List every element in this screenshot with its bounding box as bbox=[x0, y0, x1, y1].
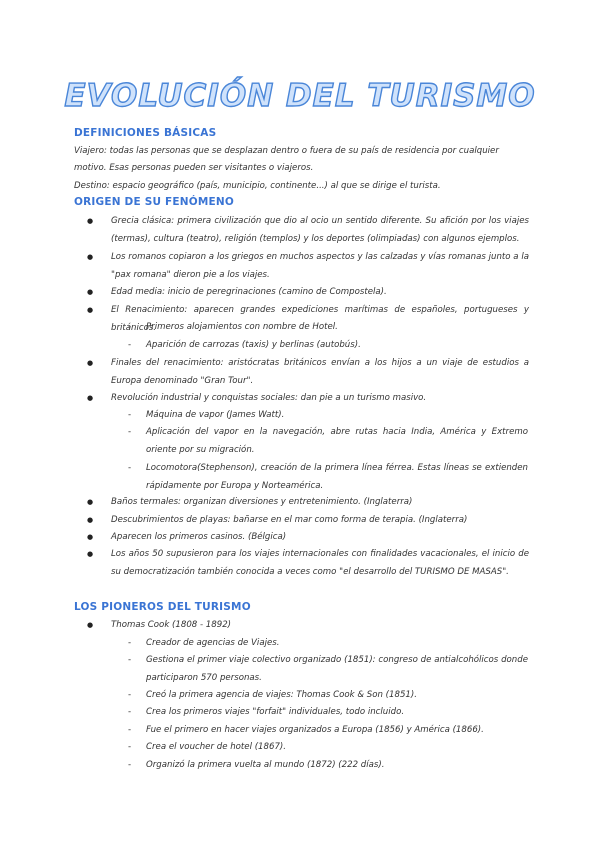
heading-origen: ORIGEN DE SU FENÓMENO bbox=[74, 196, 235, 208]
sub-list-item: - Primeros alojamientos con nombre de Hotel. bbox=[146, 319, 528, 337]
sub-list-item: - Organizó la primera vuelta al mundo (1872) (222 días). bbox=[146, 757, 528, 775]
sub-list-item: - Máquina de vapor (James Watt). bbox=[146, 407, 528, 425]
heading-pioneros: LOS PIONEROS DEL TURISMO bbox=[74, 601, 251, 613]
list-item: ● Grecia clásica: primera civilización que dio al ocio un sentido diferente. Su afición por los viajes (termas), cultura (teatro), religión (templos) y los deportes (olimpiadas) con algunos ejemplos. bbox=[111, 213, 529, 248]
sub-list-item: - Crea los primeros viajes "forfait" individuales, todo incluido. bbox=[146, 704, 528, 722]
sub-list-item: - Aplicación del vapor en la navegación, abre rutas hacia India, América y Extremo oriente por su migración. bbox=[146, 424, 528, 459]
sub-list-item: - Fue el primero en hacer viajes organizados a Europa (1856) y América (1866). bbox=[146, 722, 528, 740]
sub-list-item: - Creador de agencias de Viajes. bbox=[146, 635, 528, 653]
sub-list-item: - Crea el voucher de hotel (1867). bbox=[146, 739, 528, 757]
sub-list-item: - Aparición de carrozas (taxis) y berlinas (autobús). bbox=[146, 337, 528, 355]
list-item: ● Aparecen los primeros casinos. (Bélgica) bbox=[111, 529, 529, 547]
paragraph-destino: Destino: espacio geográfico (país, municipio, continente...) al que se dirige el turista. bbox=[74, 181, 441, 191]
heading-definiciones: DEFINICIONES BÁSICAS bbox=[74, 127, 217, 139]
list-item: ● Finales del renacimiento: aristócratas británicos envían a los hijos a un viaje de estudios a Europa denominado "Gran Tour". bbox=[111, 355, 529, 390]
list-item: ● El Renacimiento: aparecen grandes expediciones marítimas de españoles, portugueses y británicos. bbox=[111, 302, 529, 337]
sub-list-item: - Creó la primera agencia de viajes: Thomas Cook & Son (1851). bbox=[146, 687, 528, 705]
list-item: ● Edad media: inicio de peregrinaciones (camino de Compostela). bbox=[111, 284, 529, 302]
page-title: EVOLUCIÓN DEL TURISMO bbox=[64, 78, 536, 114]
list-item: ● Los años 50 supusieron para los viajes internacionales con finalidades vacacionales, el inicio de su democratización también conocida a veces como "el desarrollo del TURISMO DE MASAS". bbox=[111, 546, 529, 581]
sub-list-item: - Locomotora(Stephenson), creación de la primera línea férrea. Estas líneas se extienden rápidamente por Europa y Norteamérica. bbox=[146, 460, 528, 495]
list-item: ● Baños termales: organizan diversiones y entretenimiento. (Inglaterra) bbox=[111, 494, 529, 512]
list-item-thomas-cook: ● Thomas Cook (1808 - 1892) bbox=[111, 617, 529, 635]
list-item: ● Revolución industrial y conquistas sociales: dan pie a un turismo masivo. bbox=[111, 390, 529, 408]
list-item: ● Descubrimientos de playas: bañarse en el mar como forma de terapia. (Inglaterra) bbox=[111, 512, 529, 530]
sub-list-item: - Gestiona el primer viaje colectivo organizado (1851): congreso de antialcohólicos donde participaron 570 personas. bbox=[146, 652, 528, 687]
paragraph-viajero: Viajero: todas las personas que se desplazan dentro o fuera de su país de residencia por cualquier motivo. Esas personas pueden ser visitantes o viajeros. bbox=[74, 146, 499, 173]
list-item: ● Los romanos copiaron a los griegos en muchos aspectos y las calzadas y vías romanas junto a la "pax romana" dieron pie a los viajes. bbox=[111, 249, 529, 284]
